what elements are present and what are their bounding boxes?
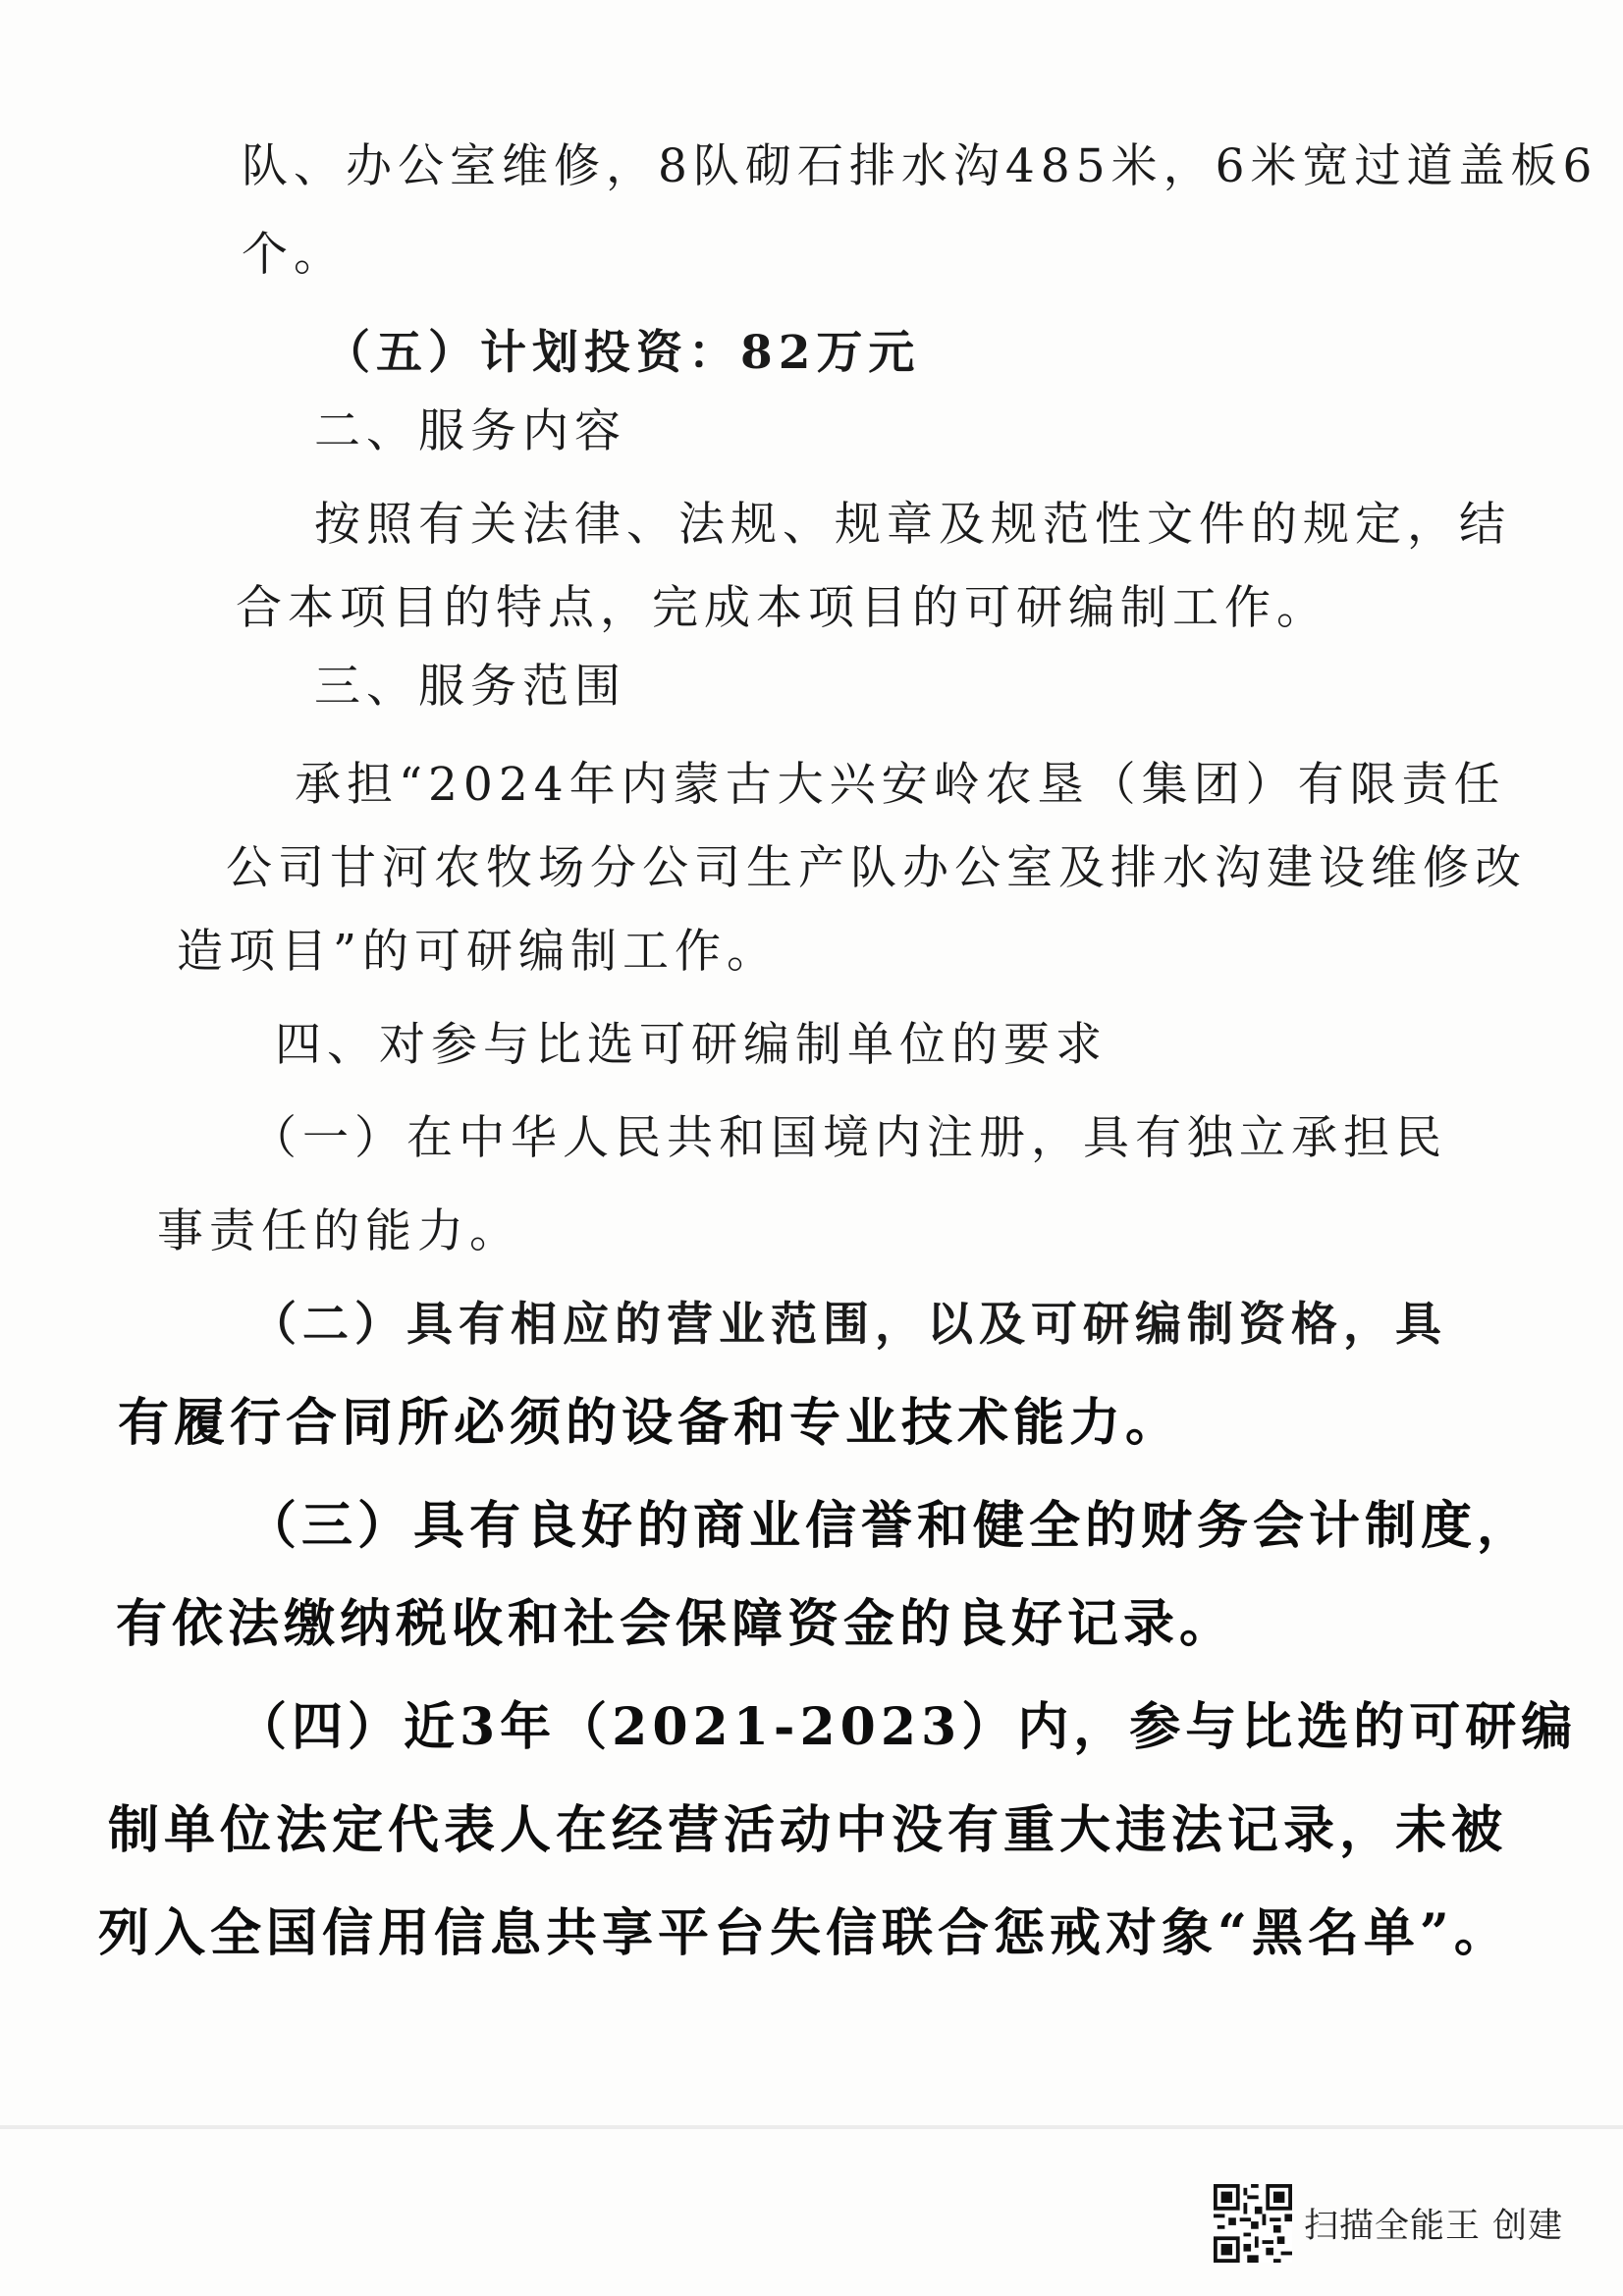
text-line-17: 有依法缴纳税收和社会保障资金的良好记录。 xyxy=(116,1594,1236,1654)
text-line-3: （五）计划投资：82万元 xyxy=(324,326,921,380)
text-line-16: （三）具有良好的商业信誉和健全的财务会计制度， xyxy=(245,1496,1534,1556)
text-line-13: 事责任的能力。 xyxy=(157,1204,521,1258)
text-line-19: 制单位法定代表人在经营活动中没有重大违法记录，未被 xyxy=(108,1800,1508,1860)
text-line-15: 有履行合同所必须的设备和专业技术能力。 xyxy=(118,1393,1182,1453)
text-line-20: 列入全国信用信息共享平台失信联合惩戒对象“黑名单”。 xyxy=(98,1903,1510,1963)
text-line-6: 合本项目的特点，完成本项目的可研编制工作。 xyxy=(236,581,1328,635)
text-line-10: 造项目”的可研编制工作。 xyxy=(177,925,780,979)
text-line-4: 二、服务内容 xyxy=(314,404,626,458)
text-line-12: （一）在中华人民共和国境内注册，具有独立承担民 xyxy=(250,1111,1447,1165)
text-line-18: （四）近3年（2021-2023）内，参与比选的可研编 xyxy=(236,1697,1578,1757)
text-line-7: 三、服务范围 xyxy=(314,660,626,714)
text-line-8: 承担“2024年内蒙古大兴安岭农垦（集团）有限责任 xyxy=(295,758,1506,812)
text-line-11: 四、对参与比选可研编制单位的要求 xyxy=(275,1018,1108,1072)
text-line-9: 公司甘河农牧场分公司生产队办公室及排水沟建设维修改 xyxy=(226,841,1527,895)
footer-divider xyxy=(0,2125,1623,2129)
scanner-watermark: 扫描全能王 创建 xyxy=(1304,2207,1564,2246)
text-line-2: 个。 xyxy=(242,228,346,282)
qr-code-icon xyxy=(1214,2184,1292,2263)
text-line-1: 队、办公室维修，8队砌石排水沟485米，6米宽过道盖板6 xyxy=(242,139,1598,193)
text-line-5: 按照有关法律、法规、规章及规范性文件的规定，结 xyxy=(314,498,1511,552)
text-line-14: （二）具有相应的营业范围，以及可研编制资格，具 xyxy=(250,1298,1447,1352)
